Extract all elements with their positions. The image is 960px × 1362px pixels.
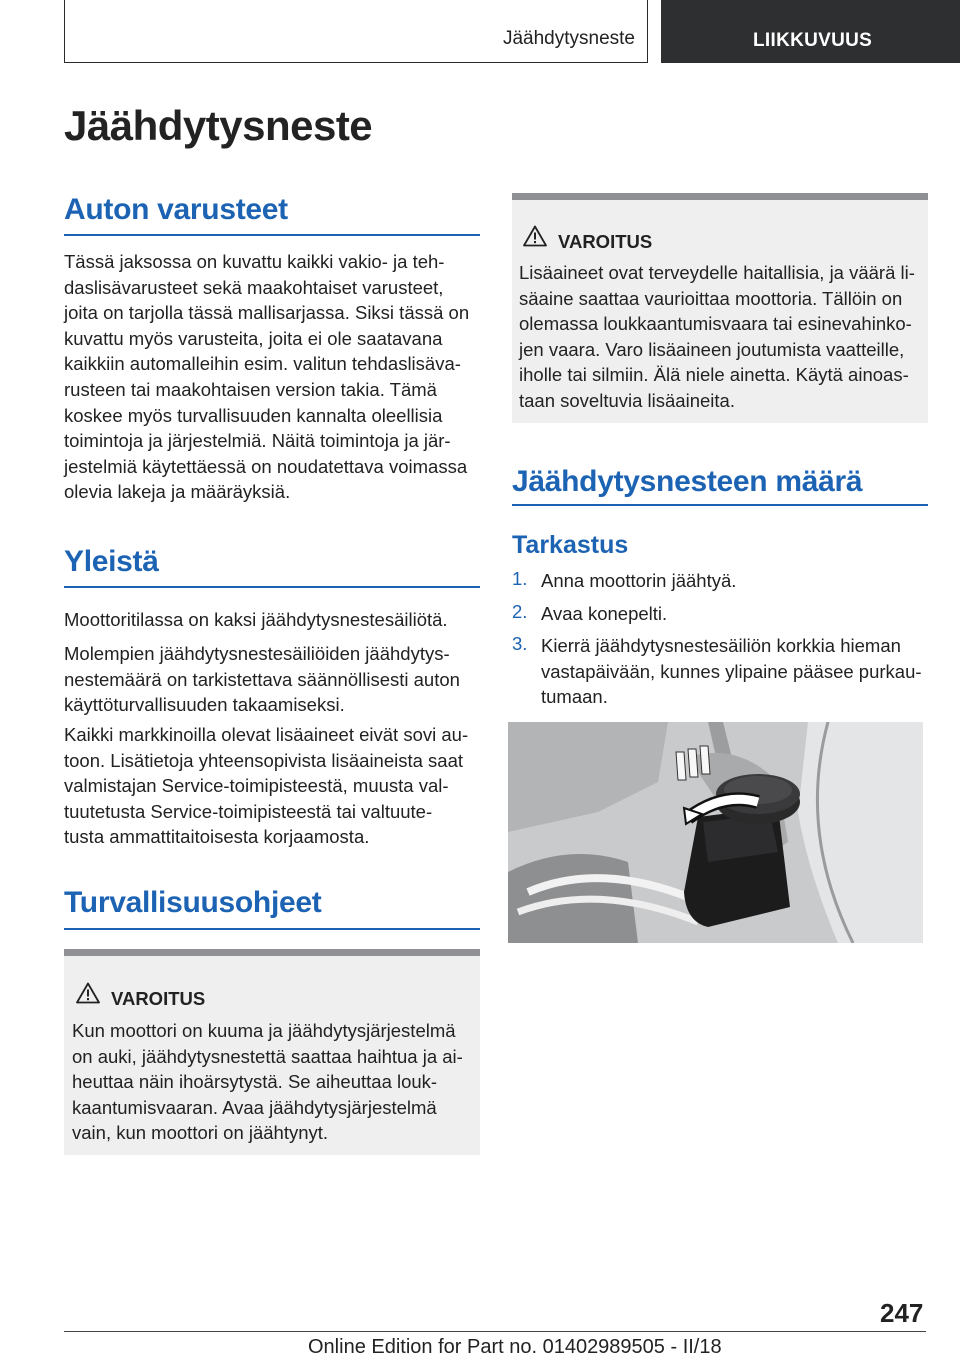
header-chapter-box <box>661 0 960 63</box>
heading-check: Tarkastus <box>512 531 629 559</box>
footer-rule <box>64 1331 926 1332</box>
page-number: 247 <box>880 1298 924 1328</box>
rule-general <box>64 586 480 588</box>
heading-general: Yleistä <box>64 545 159 578</box>
header-section-title: Jäähdytysneste <box>502 28 635 49</box>
warning-text: Kun moottori on kuuma ja jäähdytysjärjestelmä on auki, jäähdytysnestettä saattaa haihtua ja ai- heuttaa näin ihoärsytystä. Se aiheuttaa louk- kaantumisvaaran. Avaa jäähdytysjärjestelmä vain, kun moottori on jäähtynyt. <box>72 1020 463 1144</box>
heading-coolant-amount: Jäähdytysnesteen määrä <box>512 465 863 498</box>
general-paragraph-3: Kaikki markkinoilla olevat lisäaineet eivät sovi au- toon. Lisätietoja yhteensopivista lisäaineista saat valmistajan Service-toimipisteestä, muusta val- tuutetusta Service-toimipisteestä tai valtuute- tusta ammattitaitoisesta korjaamosta. <box>64 724 469 848</box>
equipment-paragraph: Tässä jaksossa on kuvattu kaikki vakio- ja teh- daslisävarusteet sekä maakohtaiset varusteet, joita on tarjolla tässä mallisarjassa. Siksi tässä on kuvattu myös varusteita, joita ei ole saatavana kaikkiin automalleihin esim. valitun tehdaslisäva- rusteen tai maakohtaisen version takia. Tämä koskee myös turvallisuuden kannalta oleellisia toimintoja ja järjestelmiä. Näitä toimintoja ja jär- jestelmiä käytettäessä on noudatettava voimassa olevia lakeja ja määräyksiä. <box>64 251 470 503</box>
warning-title: VAROITUS <box>558 231 653 252</box>
general-paragraph-1: Moottoritilassa on kaksi jäähdytysnestesäiliötä. <box>64 609 448 630</box>
warning-triangle-icon <box>523 225 547 247</box>
footer-edition: Online Edition for Part no. 01402989505 - II/18 <box>308 1336 722 1358</box>
step-text: Kierrä jäähdytysnestesäiliön korkkia hieman vastapäivään, kunnes ylipaine pääsee purkau- tumaan. <box>541 635 922 708</box>
rule-coolant-amount <box>512 504 928 506</box>
step-text: Anna moottorin jäähtyä. <box>541 570 737 591</box>
step-number: 2. <box>512 601 528 622</box>
header-section-box <box>64 0 648 63</box>
warning-box-hot-engine <box>64 949 480 1155</box>
step-number: 3. <box>512 633 528 654</box>
heading-equipment: Auton varusteet <box>64 193 288 226</box>
heading-safety: Turvallisuusohjeet <box>64 886 322 919</box>
coolant-reservoir-illustration <box>508 722 923 943</box>
warning-box-additives <box>512 193 928 423</box>
warning-title: VAROITUS <box>111 988 206 1009</box>
warning-text: Lisäaineet ovat terveydelle haitallisia, ja väärä li- säaine saattaa vaurioittaa moottoria. Tällöin on olemassa loukkaantumisvaara tai esinevahinko- jen vaara. Varo lisäaineen joutumista vaatteille, iholle tai silmiin. Älä niele ainetta. Käytä ainoas- taan soveltuvia lisäaineita. <box>519 262 915 411</box>
page-title: Jäähdytysneste <box>64 102 373 149</box>
general-paragraph-2: Molempien jäähdytysnestesäiliöiden jäähdytys- nestemäärä on tarkistettava säännöllisesti auton käyttöturvallisuuden takaamiseksi. <box>64 643 460 716</box>
rule-safety <box>64 928 480 930</box>
header-chapter-title: LIIKKUVUUS <box>753 30 873 51</box>
step-text: Avaa konepelti. <box>541 603 668 624</box>
rule-equipment <box>64 234 480 236</box>
warning-triangle-icon <box>76 982 100 1004</box>
step-number: 1. <box>512 568 528 589</box>
